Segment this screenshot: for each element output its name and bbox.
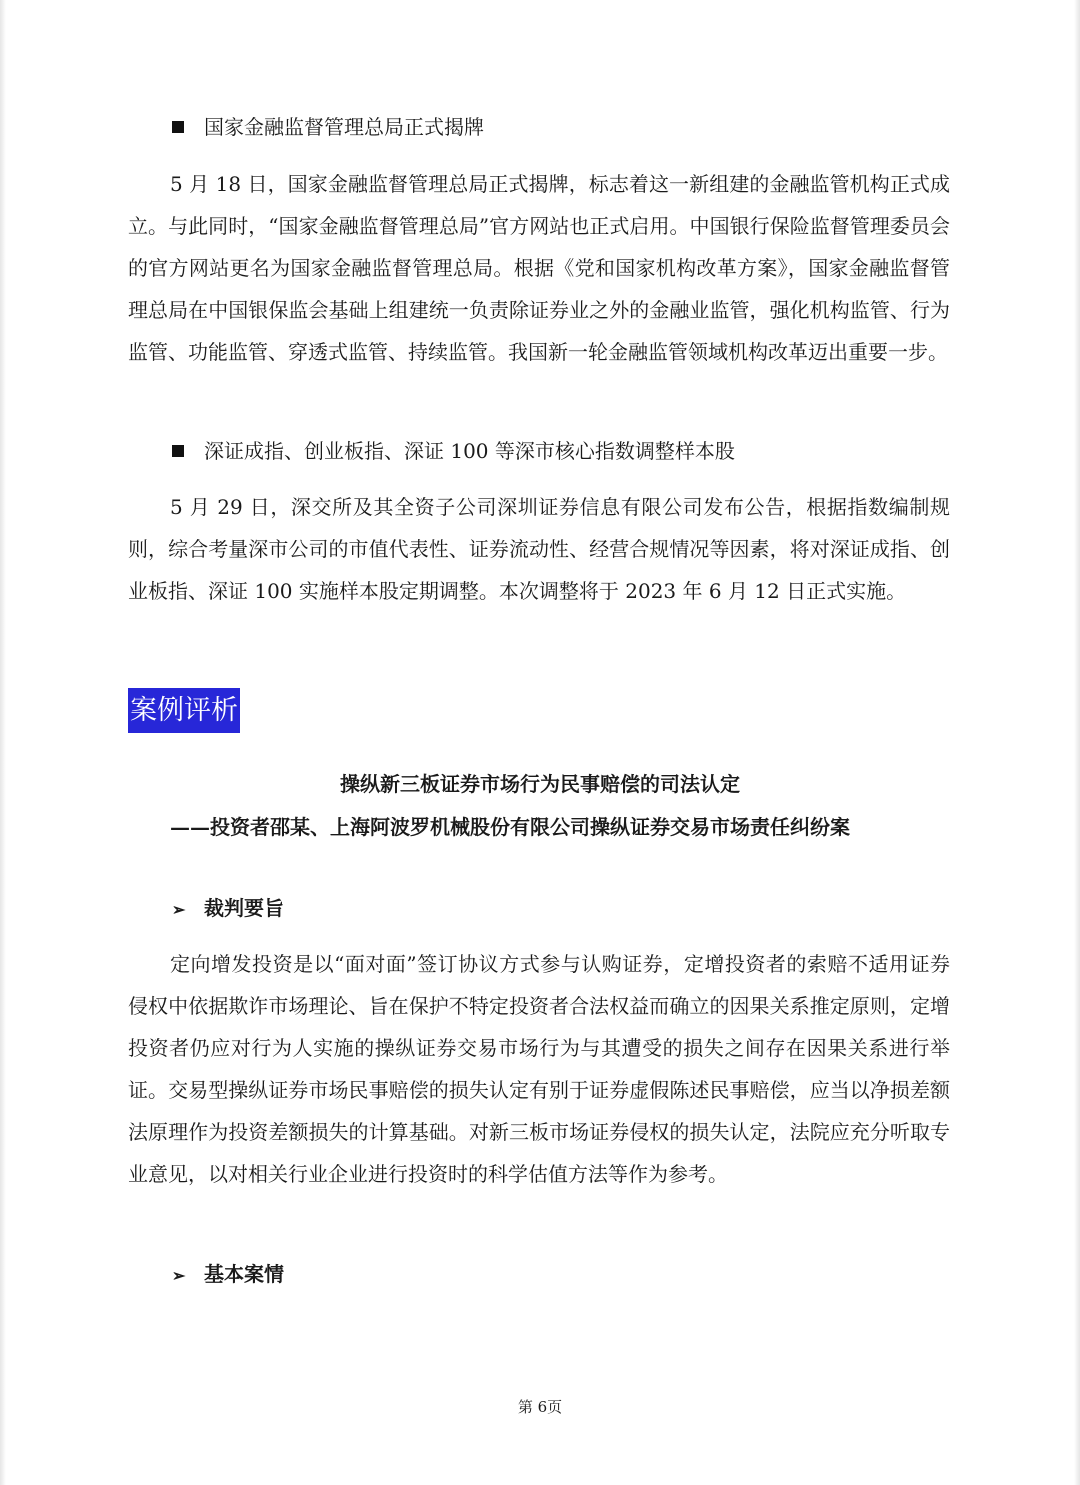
news-heading-1-text: 国家金融监督管理总局正式揭牌	[204, 115, 484, 139]
news-heading-2-text: 深证成指、创业板指、深证 100 等深市核心指数调整样本股	[204, 439, 735, 463]
arrow-bullet-icon: ➢	[172, 900, 186, 919]
page-edge-right	[1074, 0, 1080, 1485]
arrow-bullet-icon: ➢	[172, 1266, 186, 1285]
case-title: 操纵新三板证券市场行为民事赔偿的司法认定	[340, 772, 740, 796]
ruling-heading	[172, 893, 284, 925]
square-bullet-icon	[172, 121, 184, 133]
case-analysis-tag: 案例评析	[128, 688, 240, 733]
case-subtitle: ——投资者邵某、上海阿波罗机械股份有限公司操纵证券交易市场责任纠纷案	[170, 815, 850, 839]
news-heading-1	[172, 112, 484, 142]
news-paragraph-2: 5 月 29 日，深交所及其全资子公司深圳证券信息有限公司发布公告，根据指数编制规则，综合考量深市公司的市值代表性、证券流动性、经营合规情况等因素，将对深证成指、创业板指、深证 100 实施样本股定期调整。本次调整将于 2023 年 6 月 12 日正式实施。	[128, 495, 950, 603]
page-number: 第 6页	[517, 1398, 563, 1416]
facts-heading-text: 基本案情	[204, 1262, 284, 1286]
news-paragraph-1: 5 月 18 日，国家金融监督管理总局正式揭牌，标志着这一新组建的金融监管机构正式成立。与此同时，“国家金融监督管理总局”官方网站也正式启用。中国银行保险监督管理委员会的官方网站更名为国家金融监督管理总局。根据《党和国家机构改革方案》，国家金融监督管理总局在中国银保监会基础上组建统一负责除证券业之外的金融业监管，强化机构监管、行为监管、功能监管、穿透式监管、持续监管。我国新一轮金融监管领域机构改革迈出重要一步。	[128, 172, 950, 364]
ruling-heading-text: 裁判要旨	[204, 896, 284, 920]
page-edge-left	[0, 0, 6, 1485]
facts-heading	[172, 1259, 284, 1291]
square-bullet-icon	[172, 445, 184, 457]
ruling-paragraph: 定向增发投资是以“面对面”签订协议方式参与认购证券，定增投资者的索赔不适用证券侵权中依据欺诈市场理论、旨在保护不特定投资者合法权益而确立的因果关系推定原则，定增投资者仍应对行为人实施的操纵证券交易市场行为与其遭受的损失之间存在因果关系进行举证。交易型操纵证券市场民事赔偿的损失认定有别于证券虚假陈述民事赔偿，应当以净损差额法原理作为投资差额损失的计算基础。对新三板市场证券侵权的损失认定，法院应充分听取专业意见，以对相关行业企业进行投资时的科学估值方法等作为参考。	[128, 952, 950, 1186]
news-heading-2	[172, 436, 735, 466]
